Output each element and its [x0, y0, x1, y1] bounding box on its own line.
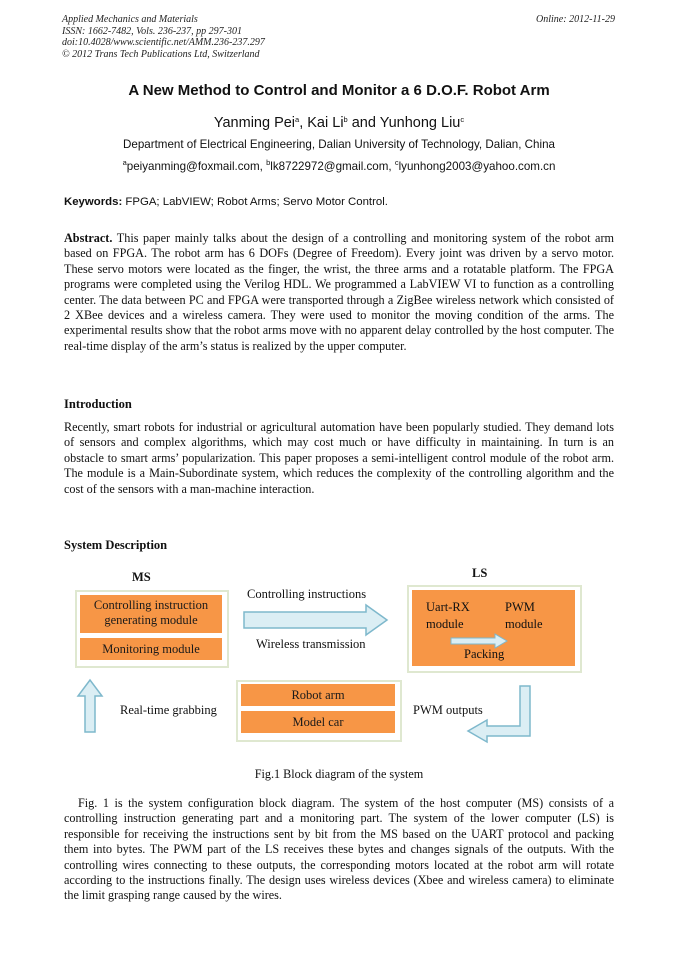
- separator: and: [347, 115, 380, 131]
- realtime-grabbing-label: Real-time grabbing: [120, 703, 217, 717]
- arrow-shape: [451, 634, 507, 648]
- issn: ISSN: 1662-7482, Vols. 236-237, pp 297-301: [62, 25, 242, 37]
- doi: doi:10.4028/www.scientific.net/AMM.236-237.297: [62, 37, 265, 48]
- arrow-shape: [78, 680, 102, 732]
- author-list: [0, 115, 678, 131]
- packing-arrow-icon: [450, 634, 510, 648]
- introduction-text: Recently, smart robots for industrial or agricultural automation have been popularly studied. They demand lots of sensors and complex algorithms, which may cost much or have difficulty in maintaining. In turn is an obstacle to smart arms’ popularization. This paper proposes a semi-intelligent control module of the robot arm. The module is a Main-Subordinate system, which reduces the complexity of the controlling algorithm and the cost of the sensors with a man-machine interaction.: [64, 420, 614, 496]
- email: peiyanming@foxmail.com: [126, 160, 260, 173]
- body-text: Fig. 1 is the system configuration block diagram. The system of the host computer (MS) consists of a controlling instruction generating part and a monitoring part. The system of the lower computer (LS) is responsible for receiving the instructions sent by bit from the MS based on the UART protocol and packing them into bytes. The PWM part of the LS receives these bytes and changes signals of the outputs. With the controlling wires connecting to these outputs, the corresponding motors located at the robot arm will rotate according to the instructions finally. The design uses wireless devices (Xbee and wireless camera) to eliminate the limit grasping range caused by the wires.: [64, 796, 614, 903]
- keywords: [64, 196, 614, 208]
- email-sup: c: [394, 158, 399, 167]
- paper-title: A New Method to Control and Monitor a 6 D.O.F. Robot Arm: [128, 82, 550, 99]
- abstract-text: This paper mainly talks about the design of a controlling and monitoring system of the robot arm based on FPGA. The robot arm has 6 DOFs (Degree of Freedom). Every joint was driven by a servo motor. These servo motors were located as the finger, the wrist, the three arms and a rotatable platform. The FPGA programs were completed using the Verilog HDL. We programmed a LabVIEW VI to function as a controlling center. The data between PC and FPGA were transported through a ZigBee wireless network which consisted of 2 XBee devices and a wireless camera. They were used to monitor the moving condition of the arms. The experimental results show that the robot arms move with no apparent delay controlled by the host computer. The real-time display of the arm’s status is realized by the upper computer.: [64, 231, 614, 353]
- section-heading-system: System Description: [64, 538, 168, 552]
- packing-label: Packing: [464, 647, 505, 661]
- author-name: Yanming Pei: [213, 115, 296, 131]
- affiliation: Department of Electrical Engineering, Dalian University of Technology, Dalian, China: [123, 138, 555, 151]
- model-car-box: Model car: [241, 711, 395, 733]
- ms-controlling-box: Controlling instruction generating module: [80, 595, 222, 633]
- grabbing-arrow-icon: [75, 678, 105, 738]
- ms-label: MS: [132, 570, 151, 584]
- journal-header: [62, 14, 265, 60]
- pwm-output-arrow-icon: [465, 684, 535, 744]
- copyright: © 2012 Trans Tech Publications Ltd, Switzerland: [62, 48, 260, 60]
- arrow-shape: [468, 686, 530, 742]
- robot-arm-box: Robot arm: [241, 684, 395, 706]
- author-sup: c: [460, 115, 465, 124]
- pwm-outputs-label: PWM outputs: [413, 703, 483, 717]
- figure-caption: Fig.1 Block diagram of the system: [254, 767, 424, 781]
- abstract: [64, 231, 614, 354]
- controlling-instructions-label: Controlling instructions: [247, 587, 367, 601]
- section-heading-introduction: Introduction: [64, 397, 132, 411]
- author-sup: a: [295, 115, 300, 124]
- block-diagram: [0, 560, 678, 790]
- ms-monitoring-box: Monitoring module: [80, 638, 222, 660]
- author-name: Yunhong Liu: [379, 115, 461, 131]
- journal-name: Applied Mechanics and Materials: [62, 14, 198, 25]
- email: lk8722972@gmail.com: [270, 160, 389, 173]
- abstract-label: Abstract.: [64, 231, 113, 245]
- author-sup: b: [343, 115, 348, 124]
- email: lyunhong2003@yahoo.com.cn: [398, 160, 556, 173]
- separator: ,: [299, 115, 308, 131]
- arrow-shape: [244, 605, 387, 635]
- keywords-label: Keywords:: [64, 196, 123, 208]
- uart-label: Uart-RX module: [426, 600, 470, 631]
- pwm-label: PWM module: [505, 600, 543, 631]
- ls-label: LS: [472, 566, 488, 580]
- author-name: Kai Li: [307, 115, 344, 131]
- keywords-text: FPGA; LabVIEW; Robot Arms; Servo Motor Control.: [125, 196, 388, 208]
- email-sup: b: [266, 158, 271, 167]
- online-date: Online: 2012-11-29: [536, 14, 615, 25]
- email-list: $^a$peiyanming@foxmail.com, $^b$lk8722972@gmail.com, $^c$lyunhong2003@yahoo.com.cn: [122, 158, 556, 173]
- email-sup: a: [122, 158, 127, 167]
- wireless-transmission-label: Wireless transmission: [256, 637, 366, 651]
